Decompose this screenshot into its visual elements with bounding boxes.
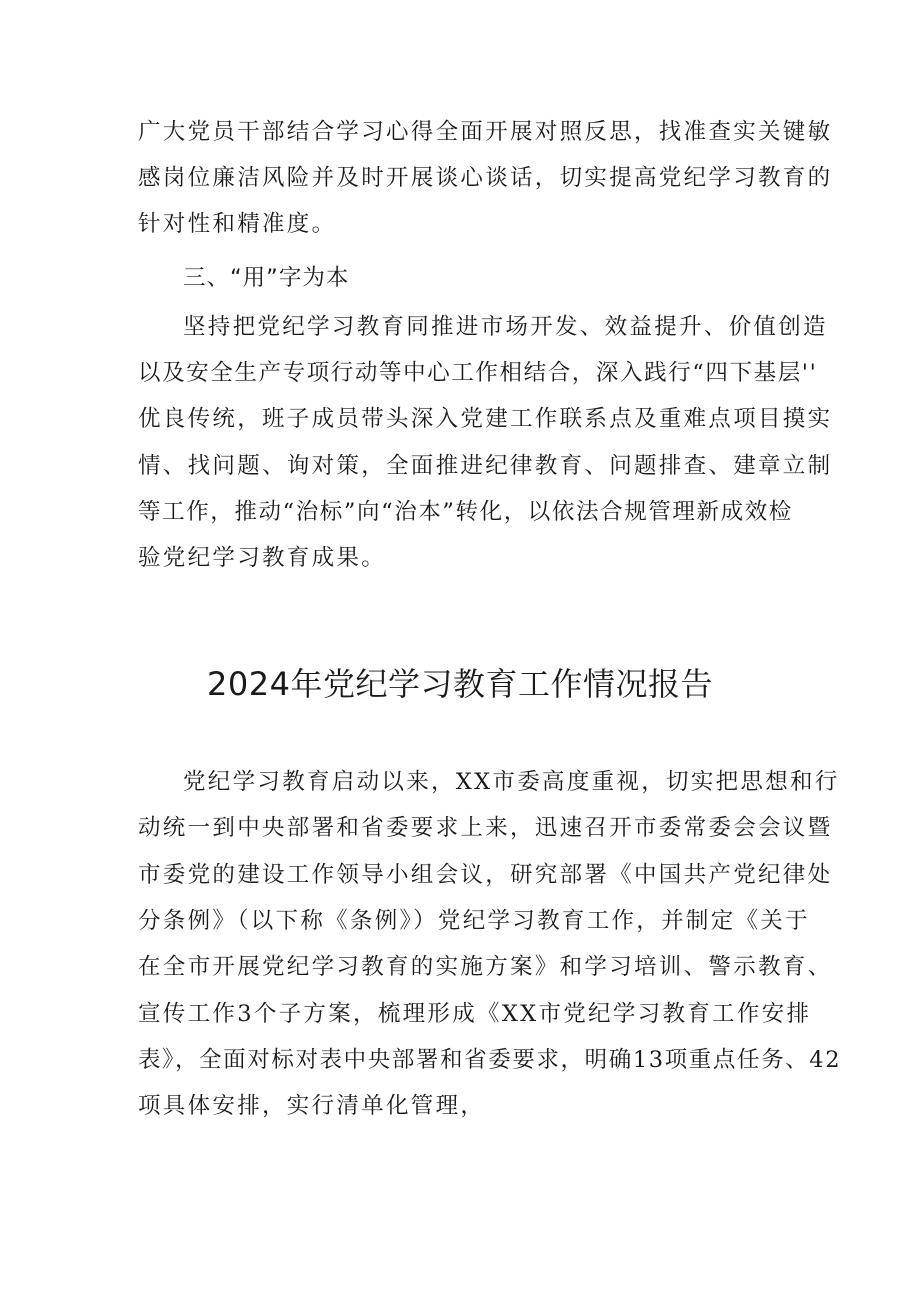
section-heading: 三、“用”字为本 bbox=[183, 265, 350, 291]
paragraph-line: 宣传工作3个子方案，梳理形成《XX市党纪学习教育工作安排 bbox=[138, 1001, 812, 1027]
report-title: 2024年党纪学习教育工作情况报告 bbox=[207, 665, 713, 703]
paragraph-line: 验党纪学习教育成果。 bbox=[138, 545, 387, 571]
paragraph-line: 在全市开展党纪学习教育的实施方案》和学习培训、警示教育、 bbox=[138, 954, 833, 980]
paragraph-line: 等工作，推动“治标”向“治本”转化，以依法合规管理新成效检 bbox=[138, 499, 793, 525]
paragraph-line: 坚持把党纪学习教育同推进市场开发、效益提升、价值创造 bbox=[183, 314, 828, 340]
paragraph-line: 情、找问题、询对策，全面推进纪律教育、问题排查、建章立制 bbox=[138, 453, 833, 479]
paragraph-line: 分条例》（以下称《条例》）党纪学习教育工作，并制定《关于 bbox=[138, 908, 810, 934]
paragraph-line: 市委党的建设工作领导小组会议，研究部署《中国共产党纪律处 bbox=[138, 862, 833, 888]
paragraph-line: 以及安全生产专项行动等中心工作相结合，深入践行“四下基层'' bbox=[138, 360, 818, 386]
paragraph-line: 动统一到中央部署和省委要求上来，迅速召开市委常委会会议暨 bbox=[138, 815, 833, 841]
paragraph-line: 针对性和精准度。 bbox=[138, 211, 337, 237]
paragraph-line: 优良传统，班子成员带头深入党建工作联系点及重难点项目摸实 bbox=[138, 406, 833, 432]
paragraph-line: 广大党员干部结合学习心得全面开展对照反思，找准查实关键敏 bbox=[138, 119, 833, 145]
paragraph-line: 党纪学习教育启动以来，XX市委高度重视，切实把思想和行 bbox=[183, 769, 840, 795]
paragraph-line: 表》，全面对标对表中央部署和省委要求，明确13项重点任务、42 bbox=[138, 1047, 842, 1073]
paragraph-line: 项具体安排，实行清单化管理， bbox=[138, 1093, 486, 1119]
paragraph-line: 感岗位廉洁风险并及时开展谈心谈话，切实提高党纪学习教育的 bbox=[138, 165, 833, 191]
